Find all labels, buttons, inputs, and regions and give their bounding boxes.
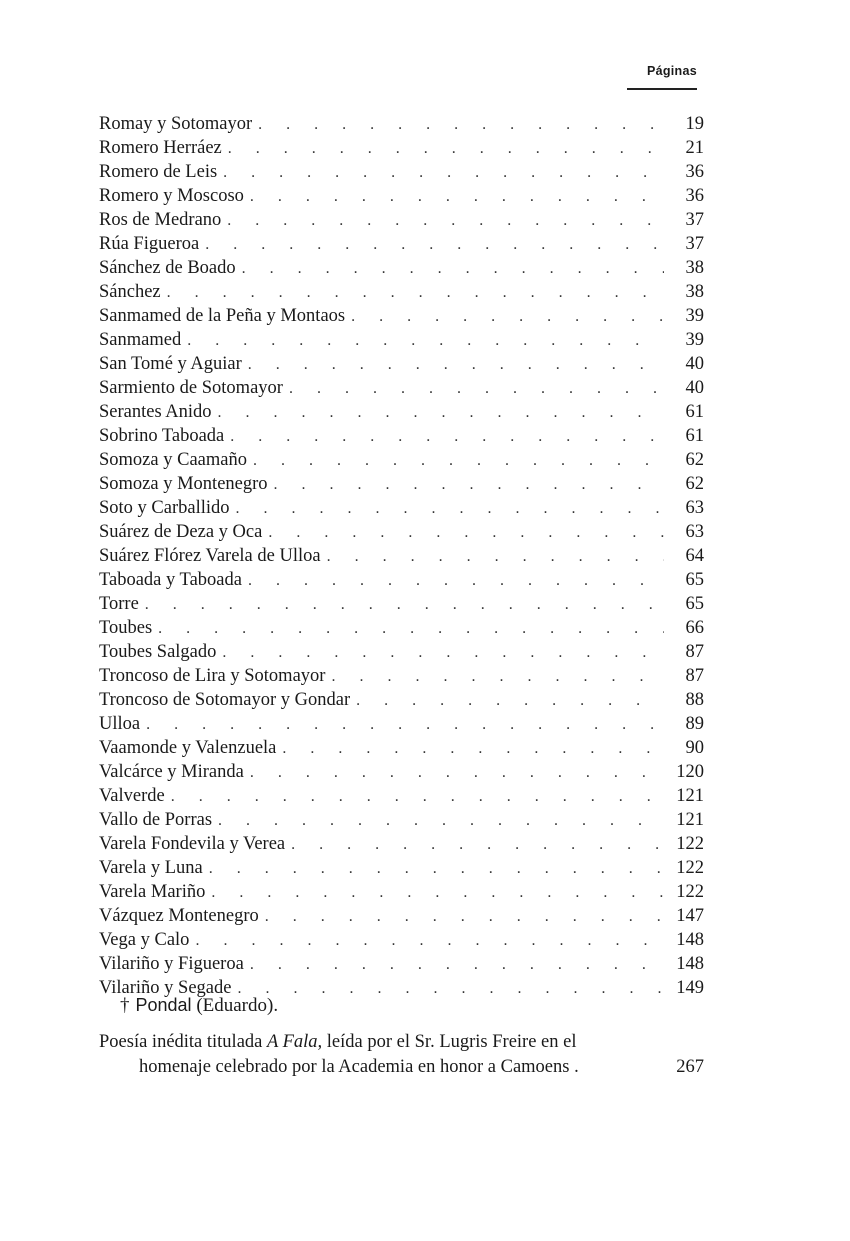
entry-page-number: 122 — [676, 834, 704, 854]
entry-name: Troncoso de Lira y Sotomayor — [99, 666, 326, 686]
index-entry — [99, 928, 704, 952]
index-entry — [99, 760, 704, 784]
dot-leader — [145, 593, 664, 617]
dot-leader — [236, 497, 664, 521]
index-entry — [99, 448, 704, 472]
entry-page-number: 90 — [685, 738, 704, 758]
dot-leader — [331, 665, 664, 689]
index-entry — [99, 208, 704, 232]
entry-name: San Tomé y Aguiar — [99, 354, 242, 374]
entry-name: Valverde — [99, 786, 165, 806]
entry-page-number: 66 — [685, 618, 704, 638]
entry-name: Vázquez Montenegro — [99, 906, 259, 926]
entry-page-number: 122 — [676, 858, 704, 878]
entry-name: Varela Fondevila y Verea — [99, 834, 286, 854]
dot-leader — [195, 929, 664, 953]
work-title: A Fala, — [267, 1032, 323, 1052]
dot-leader — [158, 617, 664, 641]
index-entry — [99, 472, 704, 496]
dot-leader — [228, 137, 664, 161]
dot-leader — [218, 809, 664, 833]
entry-page-number: 121 — [676, 810, 704, 830]
index-entry — [99, 520, 704, 544]
entry-page-number: 40 — [685, 378, 704, 398]
entry-name: Vilariño y Segade — [99, 978, 232, 998]
entry-page-number: 37 — [685, 210, 704, 230]
index-entry — [99, 784, 704, 808]
dot-leader — [167, 281, 664, 305]
index-entry — [99, 568, 704, 592]
entry-page-number: 121 — [676, 786, 704, 806]
entry-name: Sánchez — [99, 282, 161, 302]
entry-page-number: 63 — [685, 498, 704, 518]
entry-name: Romero Herráez — [99, 138, 222, 158]
dot-leader — [223, 161, 664, 185]
dot-leader — [291, 833, 664, 857]
entry-page-number: 40 — [685, 354, 704, 374]
entry-name: Serantes Anido — [99, 402, 212, 422]
entry-page-number: 64 — [685, 546, 704, 566]
entry-page-number: 39 — [685, 330, 704, 350]
entry-name: Toubes — [99, 618, 153, 638]
dot-leader — [222, 641, 664, 665]
index-entry — [99, 184, 704, 208]
entry-name: Suárez Flórez Varela de Ulloa — [99, 546, 321, 566]
dot-leader — [351, 305, 664, 329]
index-entry — [99, 424, 704, 448]
entry-page-number: 88 — [685, 690, 704, 710]
dot-leader — [146, 713, 664, 737]
index-entry — [99, 640, 704, 664]
index-entry — [99, 808, 704, 832]
index-entry — [99, 904, 704, 928]
dot-leader — [274, 473, 664, 497]
entry-name: Romay y Sotomayor — [99, 114, 253, 134]
entry-page-number: 36 — [685, 162, 704, 182]
index-entry — [99, 112, 704, 136]
index-entry — [99, 736, 704, 760]
entry-name: Sarmiento de Sotomayor — [99, 378, 283, 398]
work-line-2 — [99, 1055, 704, 1080]
entry-name: Valcárce y Miranda — [99, 762, 244, 782]
dot-leader — [250, 185, 664, 209]
author-surname: Pondal — [135, 995, 192, 1015]
work-line-1 — [99, 1030, 704, 1055]
entry-page-number: 87 — [685, 642, 704, 662]
entry-name: Somoza y Montenegro — [99, 474, 268, 494]
dot-leader — [253, 449, 664, 473]
index-entry — [99, 256, 704, 280]
entry-page-number: 39 — [685, 306, 704, 326]
dagger-mark: † — [120, 995, 130, 1016]
entry-name: Suárez de Deza y Oca — [99, 522, 263, 542]
entry-page-number: 65 — [685, 594, 704, 614]
entry-name: Varela Mariño — [99, 882, 206, 902]
dot-leader — [248, 353, 664, 377]
index-entry — [99, 544, 704, 568]
entry-name: Taboada y Taboada — [99, 570, 242, 590]
dot-leader — [327, 545, 664, 569]
entry-name: Sanmamed de la Peña y Montaos — [99, 306, 346, 326]
index-entry — [99, 952, 704, 976]
entry-page-number: 37 — [685, 234, 704, 254]
entry-name: Varela y Luna — [99, 858, 203, 878]
index-entry — [99, 304, 704, 328]
index-entry — [99, 832, 704, 856]
entry-page-number: 89 — [685, 714, 704, 734]
work-page-number: 267 — [676, 1057, 704, 1077]
entry-name: Rúa Figueroa — [99, 234, 200, 254]
dot-leader — [242, 257, 664, 281]
entry-page-number: 63 — [685, 522, 704, 542]
dot-leader — [289, 377, 664, 401]
entry-page-number: 120 — [676, 762, 704, 782]
index-entry — [99, 160, 704, 184]
dot-leader — [356, 689, 664, 713]
entry-name: Romero y Moscoso — [99, 186, 244, 206]
dot-leader — [258, 113, 664, 137]
entry-page-number: 122 — [676, 882, 704, 902]
dot-leader — [282, 737, 664, 761]
dot-leader — [209, 857, 664, 881]
entry-page-number: 147 — [676, 906, 704, 926]
entry-name: Somoza y Caamaño — [99, 450, 247, 470]
entry-page-number: 148 — [676, 930, 704, 950]
dot-leader — [268, 521, 664, 545]
dot-leader — [265, 905, 664, 929]
work-text-line2: homenaje celebrado por la Academia en honor a Camoens . — [139, 1057, 579, 1077]
dot-leader — [187, 329, 664, 353]
index-entry — [99, 136, 704, 160]
dot-leader — [248, 569, 664, 593]
entry-page-number: 62 — [685, 474, 704, 494]
author-heading — [120, 992, 278, 1019]
entry-name: Vega y Calo — [99, 930, 190, 950]
work-entry — [99, 1030, 704, 1080]
entry-name: Troncoso de Sotomayor y Gondar — [99, 690, 351, 710]
entry-name: Vaamonde y Valenzuela — [99, 738, 277, 758]
work-text-before: Poesía inédita titulada — [99, 1032, 267, 1052]
entry-page-number: 61 — [685, 426, 704, 446]
dot-leader — [211, 881, 664, 905]
entry-page-number: 21 — [685, 138, 704, 158]
author-given-name: (Eduardo). — [196, 995, 279, 1016]
dot-leader — [250, 761, 664, 785]
entry-name: Sobrino Taboada — [99, 426, 225, 446]
entry-name: Ulloa — [99, 714, 141, 734]
entry-name: Vilariño y Figueroa — [99, 954, 244, 974]
index-entry — [99, 616, 704, 640]
header-rule — [627, 88, 697, 90]
index-entry — [99, 496, 704, 520]
dot-leader — [230, 425, 664, 449]
entry-name: Romero de Leis — [99, 162, 218, 182]
entry-name: Soto y Carballido — [99, 498, 230, 518]
entry-page-number: 38 — [685, 258, 704, 278]
entry-name: Toubes Salgado — [99, 642, 217, 662]
work-text-after: leída por el Sr. Lugris Freire en el — [322, 1032, 577, 1052]
index-entry — [99, 592, 704, 616]
index-entry — [99, 664, 704, 688]
index-entry — [99, 328, 704, 352]
entry-page-number: 38 — [685, 282, 704, 302]
index-entry — [99, 232, 704, 256]
index-entry — [99, 856, 704, 880]
entry-name: Torre — [99, 594, 139, 614]
index-entry — [99, 400, 704, 424]
index-entry — [99, 880, 704, 904]
dot-leader — [227, 209, 664, 233]
dot-leader — [171, 785, 664, 809]
entry-name: Ros de Medrano — [99, 210, 222, 230]
entry-page-number: 87 — [685, 666, 704, 686]
entry-page-number: 36 — [685, 186, 704, 206]
index-entry — [99, 376, 704, 400]
entry-page-number: 62 — [685, 450, 704, 470]
index-entry — [99, 280, 704, 304]
index-entry — [99, 712, 704, 736]
page-column-header: Páginas — [646, 64, 697, 78]
entry-page-number: 149 — [676, 978, 704, 998]
index-entry — [99, 688, 704, 712]
index-entry — [99, 352, 704, 376]
entry-page-number: 65 — [685, 570, 704, 590]
dot-leader — [237, 977, 664, 1001]
entry-name: Sanmamed — [99, 330, 182, 350]
dot-leader — [205, 233, 664, 257]
entry-page-number: 148 — [676, 954, 704, 974]
dot-leader — [250, 953, 664, 977]
entry-name: Vallo de Porras — [99, 810, 213, 830]
index-list — [99, 112, 704, 1000]
entry-page-number: 61 — [685, 402, 704, 422]
entry-name: Sánchez de Boado — [99, 258, 236, 278]
dot-leader — [218, 401, 664, 425]
entry-page-number: 19 — [685, 114, 704, 134]
